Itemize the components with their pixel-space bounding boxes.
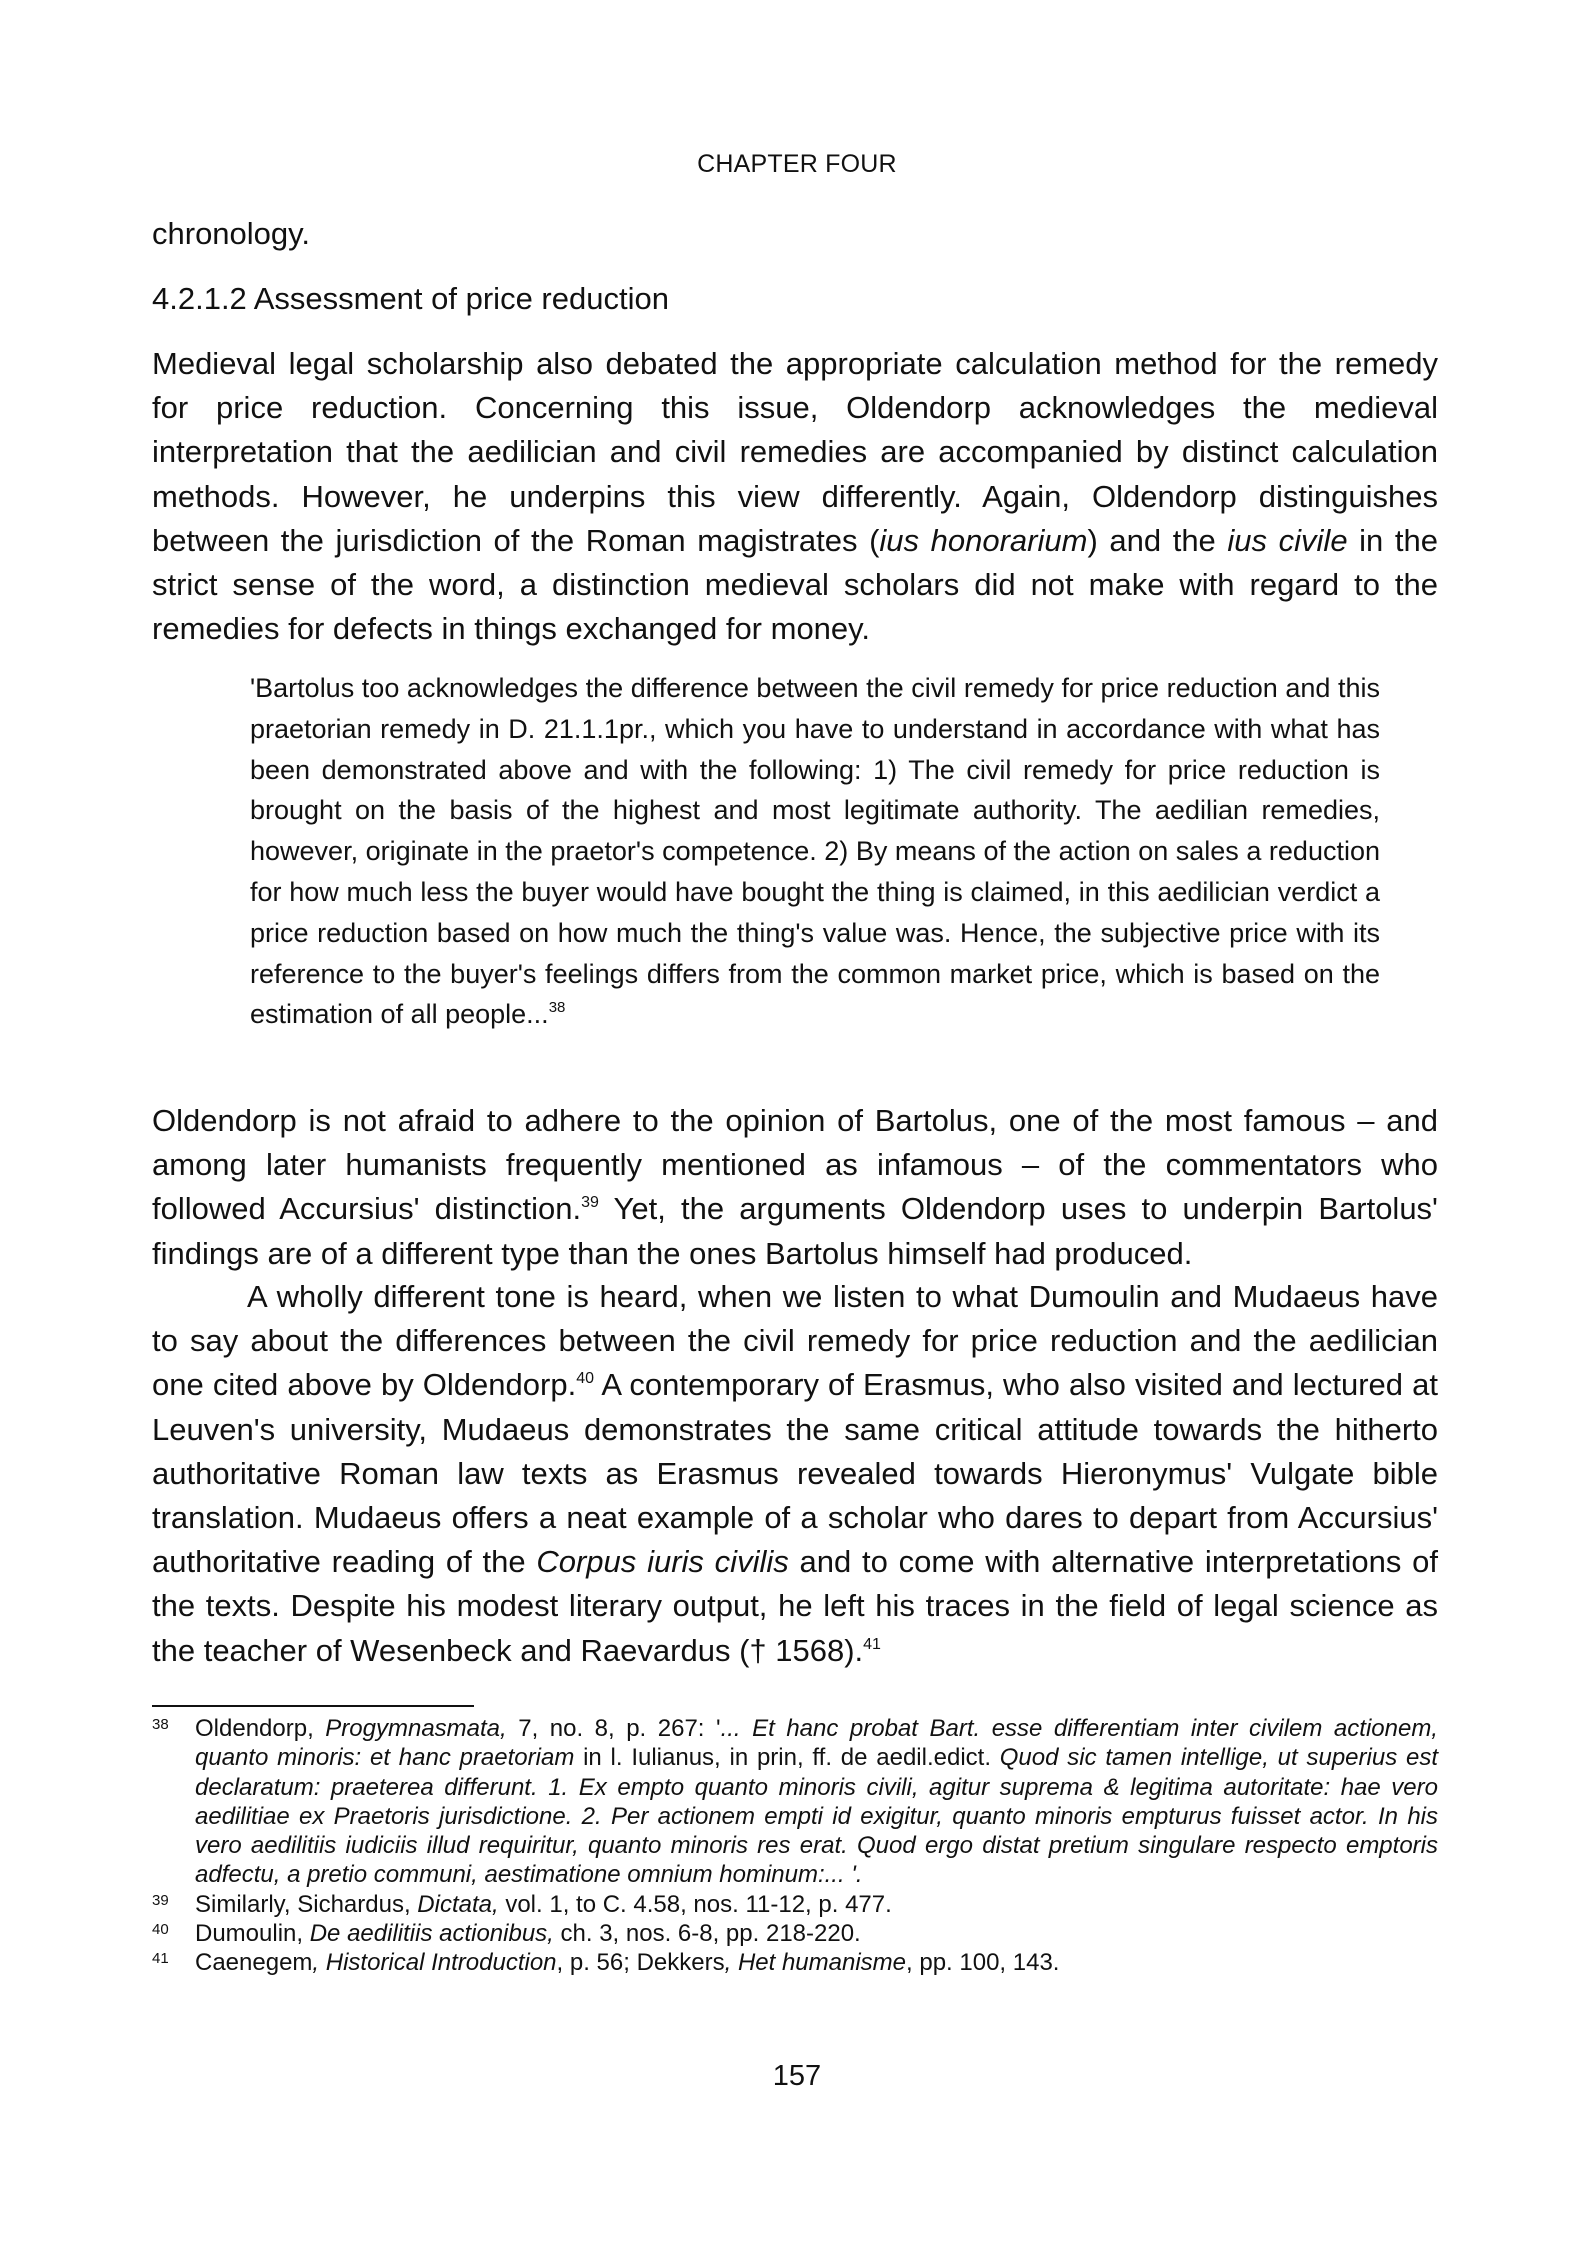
footnote-ref[interactable]: 40 [576,1370,594,1388]
text-run: A contemporary of Erasmus, who also visited and lectured at Leuven's university, Mudaeus demonstrates the same critical attitude towards the hitherto authoritative Roman law texts as Erasmus revealed towards Hieronymus' Vulgate bible translation. Mudaeus offers a neat example of a scholar who dares to depart from Accursius' authoritative reading of the [152,1367,1438,1580]
text-run: in l. Iulianus, in prin, ff. de aedil.edict. [574,1744,1000,1772]
footnote-39 [152,1890,1438,1919]
text-run: Dumoulin, [195,1920,310,1948]
running-head: CHAPTER FOUR [697,150,897,178]
footnote-number: 38 [152,1716,169,1733]
text-run: Caenegem [195,1949,313,1977]
text-run: and to come with alternative interpretations of the texts. Despite his modest literary output, he left his traces in the field of legal science as the teacher of Wesenbeck and Raevardus († 1568). [152,1544,1439,1668]
footnote-divider [152,1705,474,1707]
text-run: Similarly, Sichardus, [195,1890,418,1918]
page-number: 157 [772,2060,822,2092]
block-quote [250,668,1380,1035]
text-run: vol. 1, to C. 4.58, nos. 11-12, p. 477. [498,1890,892,1918]
continued-text: chronology. [152,216,310,251]
footnote-ref[interactable]: 39 [581,1194,599,1212]
text-run: ) and the [1087,522,1228,558]
section-heading: 4.2.1.2 Assessment of price reduction [152,281,669,316]
text-run: , pp. 100, 143. [906,1949,1060,1977]
text-run: A wholly different tone is heard, when we listen to what Dumoulin and Mudaeus have to say about the differences between the civil remedy for price reduction and the aedilician one cited above by Oldendorp. [152,1279,1438,1403]
quote-text: 'Bartolus too acknowledges the difference between the civil remedy for price reduction and this praetorian remedy in D. 21.1.1pr., which you have to understand in accordance with what has been demonstrated above and with the following: 1) The civil remedy for price reduction is brought on the basis of the highest and most legitimate authority. The aedilian remedies, however, originate in the praetor's competence. 2) By means of the action on sales a reduction for how much less the buyer would have bought the thing is claimed, in this aedilician verdict a price reduction based on how much the thing's value was. Hence, the subjective price with its reference to the buyer's feelings differs from the common market price, which is based on the estimation of all people... [250,673,1380,1030]
italic-term: ius civile [1227,522,1348,558]
body-paragraph-2 [152,1099,1438,1276]
footnote-number: 39 [152,1891,169,1909]
footnotes [152,1714,1438,1978]
text-run: Oldendorp is not afraid to adhere to the opinion of Bartolus, one of the most famous – and among later humanists frequently mentioned as infamous – of the commentators who followed Accursius' distinction. [152,1103,1438,1227]
text-run: in the strict sense of the word, a distinction medieval scholars did not make with regard to the remedies for defects in things exchanged for money. [152,522,1438,647]
italic-title: Progymnasmata, [325,1715,507,1742]
text-run: 7, no. 8, p. 267: ' [506,1715,721,1742]
italic-title: Dictata, [417,1890,499,1918]
body-paragraph-3 [152,1275,1438,1673]
italic-title: De aedilitiis actionibus, [309,1920,554,1948]
italic-term: Corpus iuris civilis [536,1544,789,1580]
footnote-ref[interactable]: 41 [863,1635,881,1653]
italic-term: ius honorarium [879,522,1088,558]
text-run: , p. 56; Dekkers [556,1949,725,1977]
text-run: Medieval legal scholarship also debated the appropriate calculation method for the remedy for price reduction. Concerning this issue, Oldendorp acknowledges the medieval interpretation that the aedilician and civil remedies are accompanied by distinct calculation methods. However, he underpins this view differently. Again, Oldendorp distinguishes between the jurisdiction of the Roman magistrates ( [152,346,1438,558]
footnote-40 [152,1919,1438,1948]
italic-title: , Het humanisme [724,1949,907,1977]
text-run: Oldendorp, [195,1715,326,1742]
text-run: ch. 3, nos. 6-8, pp. 218-220. [553,1920,861,1948]
footnote-number: 40 [152,1921,169,1939]
footnote-ref[interactable]: 38 [548,999,566,1017]
italic-quote: ... Et hanc probat Bart. esse differentiam inter civilem actionem, quanto minoris: et hanc praetoriam [195,1715,1438,1772]
footnote-41 [152,1948,1438,1977]
italic-title: , Historical Introduction [312,1949,557,1977]
body-paragraph-1 [152,342,1438,651]
italic-quote: Quod sic tamen intellige, ut superius est declaratum: praeterea differunt. 1. Ex empto quanto minoris civili, agitur suprema & legitima autoritate: hae vero aedilitiae ex Praetoris jurisdictione. 2. Per actionem empti id exigitur, quanto minoris empturus fuisset actor. In his vero aedilitiis iudiciis illud requiritur, quanto minoris res erat. Quod ergo distat pretium singulare respecto emptoris adfectu, a pretio communi, aestimatione omnium hominum:... '. [195,1744,1438,1889]
footnote-number: 41 [152,1950,169,1968]
footnote-38 [152,1714,1438,1890]
text-run: Yet, the arguments Oldendorp uses to underpin Bartolus' findings are of a different type than the ones Bartolus himself had produced. [152,1191,1438,1271]
